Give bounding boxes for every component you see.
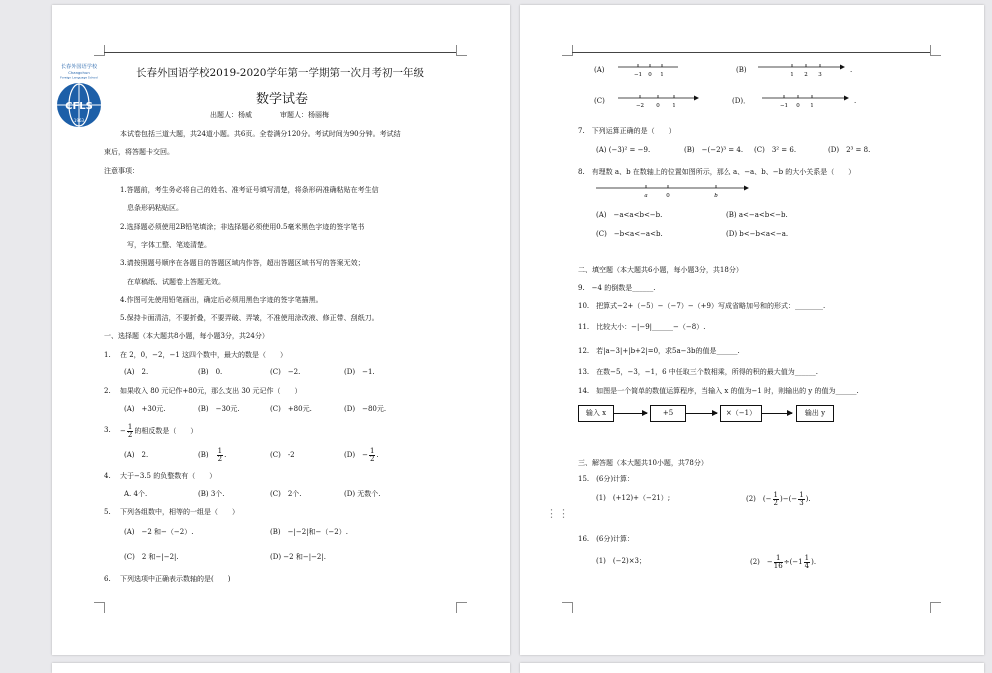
q5-option-d: (D) −2 和−|−2|. (270, 553, 326, 561)
margin-mark-top-right (930, 45, 941, 56)
q6-option-b-period: . (850, 66, 853, 74)
q6-option-a-numberline (616, 61, 680, 79)
q3-neg: − (120, 427, 126, 435)
section-3-heading: 三、解答题（本大题共10小题，共78分） (578, 459, 708, 467)
q8-option-c: (C) −b<a<−a<b. (596, 230, 663, 238)
flow-arrow (614, 413, 647, 414)
q6-d-tick-label: 1 (810, 103, 814, 109)
q15-frac-num: 1 (799, 490, 804, 499)
q6-option-d-label: (D)． (732, 97, 751, 105)
q2-option-d: (D) −80元. (344, 405, 387, 413)
q3-fraction (127, 424, 133, 439)
q6-option-c-numberline (616, 92, 702, 110)
q3-option-d-fraction (369, 448, 375, 463)
q16-frac-sixteenth (774, 555, 783, 570)
q15-frac-den: 2 (773, 498, 778, 507)
q2-stem: 如果收入 80 元记作+80元，那么支出 30 元记作（ ） (120, 387, 302, 395)
q5-option-b: (B) −|−2|和−（−2）. (270, 528, 348, 536)
notice-line: 1.答题前，考生务必将自己的姓名、准考证号填写清楚，将条形码准确粘贴在考生信 (120, 186, 379, 194)
drag-handle-icon[interactable]: ⋮⋮ (546, 507, 570, 520)
q6-c-tick-label: 1 (672, 103, 676, 109)
q6-option-c-label: (C) (594, 97, 605, 105)
document-page-4-edge (520, 663, 984, 673)
margin-mark-top-left (94, 45, 105, 56)
q7-number: 7. (578, 127, 585, 135)
q3-option-b-fraction (217, 448, 223, 463)
q6-option-d-numberline (760, 92, 852, 110)
q1-option-a: (A) 2. (124, 368, 149, 376)
q15-part-2 (746, 488, 811, 510)
q3-b-frac-num: 1 (217, 446, 223, 455)
q16-part-2-label: (2) − (750, 558, 773, 566)
q16-frac-quarter (804, 555, 810, 570)
intro-line-1: 本试卷包括三道大题，共24道小题。共6页。全卷满分120分。考试时间为90分钟。考试结 (120, 130, 401, 138)
q14: 14. 如图是一个简单的数值运算程序，当输入 x 的值为−1 时，则输出的 y 的值为______. (578, 387, 859, 395)
q9: 9. −4 的倒数是______. (578, 284, 656, 292)
margin-mark-top-left (562, 45, 573, 56)
q6-c-tick-label: 0 (656, 103, 660, 109)
q6-number: 6. (104, 575, 111, 583)
q6-b-tick-label: 3 (818, 72, 822, 78)
logo-city-text: Changchun (68, 70, 90, 75)
q5-number: 5. (104, 508, 111, 516)
q7-stem (578, 127, 676, 136)
intro-line-2: 束后，将答题卡交回。 (104, 148, 174, 156)
q8-stem (578, 168, 855, 177)
q3-option-d: (D) − $\frac{1}{2}$ . (344, 446, 379, 463)
q3-stem-tail: 的相反数是（ ） (134, 427, 198, 435)
q5-stem: 下列各组数中，相等的一组是（ ） (120, 508, 239, 516)
q16-part-2-end: ). (811, 558, 817, 566)
flow-arrow (686, 413, 717, 414)
q15-frac-third (798, 492, 804, 507)
q6-a-tick-label: 1 (660, 72, 664, 78)
q6-a-tick-label: −1 (633, 72, 643, 78)
margin-mark-top-right (456, 45, 467, 56)
margin-mark-bottom-left (562, 602, 573, 613)
q8-axis-label: b (714, 193, 718, 199)
q4-option-d: (D) 无数个. (344, 490, 381, 498)
q8-stem-text: 有理数 a、b 在数轴上的位置如图所示，那么 a、−a、b、−b 的大小关系是（ ） (591, 168, 856, 176)
q15-stem: 15. (6分)计算： (578, 475, 635, 483)
q4-number: 4. (104, 472, 111, 480)
flow-multiply-box: ×（−1） (720, 405, 762, 422)
q3-frac-den: 2 (127, 430, 133, 439)
q2-option-a: (A) +30元. (124, 405, 166, 413)
q2-option-c: (C) +80元. (270, 405, 312, 413)
q3-option-b: (B) $\frac{1}{2}$ . (198, 446, 227, 463)
logo-school-text: Foreign Language School (60, 75, 98, 80)
q5-option-a: (A) −2 和−（−2）. (124, 528, 194, 536)
flow-arrow (762, 413, 792, 414)
q7-stem-text: 下列运算正确的是（ ） (591, 127, 676, 135)
q6-option-d-period: . (854, 97, 857, 105)
logo-abbr: CFLS (65, 101, 93, 112)
document-page-1 (52, 5, 510, 655)
q8-numberline (594, 180, 754, 200)
exam-subtitle: 数学试卷 (256, 92, 309, 107)
header-rule (572, 52, 930, 53)
logo-year: 1963 (73, 118, 85, 123)
q6-b-tick-label: 2 (804, 72, 808, 78)
q15-part-1: (1) (+12)+（−21）; (596, 494, 671, 502)
q1-option-b: (B) 0. (198, 368, 223, 376)
school-logo (56, 62, 102, 128)
q16-part-2-mid: ÷(−1 (783, 558, 803, 566)
q13: 13. 在数−5，−3，−1，6 中任取三个数相乘，所得的积的最大值为______. (578, 368, 818, 376)
q2-option-b: (B) −30元. (198, 405, 240, 413)
q7-option-d: (D) 2³ = 8. (828, 146, 871, 154)
q8-option-a: (A) −a<a<b<−b. (596, 211, 663, 219)
notice-line: 在草稿纸、试题卷上答题无效。 (127, 278, 225, 286)
q16-frac-num: 1 (804, 553, 810, 562)
q15-frac-half (773, 492, 779, 507)
q16-part-2 (750, 551, 816, 573)
authors-line: 出题人：杨威 审题人：杨丽梅 (210, 111, 329, 119)
q16-frac-num: 1 (774, 555, 783, 563)
q3-number: 3. (104, 426, 111, 434)
flow-output-box: 输出 y (796, 405, 834, 422)
q16-frac-den: 4 (804, 561, 810, 570)
document-page-3-edge (52, 663, 510, 673)
notice-heading: 注意事项： (104, 167, 139, 175)
logo-arc-text: 长春外国语学校 (60, 64, 98, 70)
q8-option-b: (B) a<−a<b<−b. (726, 211, 788, 219)
document-page-2 (520, 5, 984, 655)
q5-option-c: (C) 2 和−|−2|. (124, 553, 179, 561)
q3-stem (120, 421, 197, 441)
q1-number: 1. (104, 351, 111, 359)
margin-mark-bottom-right (930, 602, 941, 613)
q15-part-2-end: ). (805, 495, 811, 503)
exam-title: 长春外国语学校2019-2020学年第一学期第一次月考初一年级 (136, 67, 424, 79)
q3-option-c: (C) -2 (270, 451, 295, 459)
q6-option-b-label: (B) (736, 66, 747, 74)
section-2-heading: 二、填空题（本大题共6小题，每小题3分，共18分） (578, 266, 743, 274)
q16-stem: 16. (6分)计算： (578, 535, 635, 543)
q15-frac-den: 3 (799, 498, 804, 507)
q6-d-tick-label: −1 (779, 103, 789, 109)
q8-option-d: (D) b<−b<a<−a. (726, 230, 789, 238)
q1-option-d: (D) −1. (344, 368, 375, 376)
q3-option-b-label: (B) (198, 451, 209, 459)
q3-b-frac-den: 2 (217, 454, 223, 463)
notice-line: 3.请按照题号顺序在各题目的答题区域内作答，超出答题区域书写的答案无效； (120, 259, 365, 267)
q3-frac-num: 1 (127, 422, 133, 431)
q1-stem: 在 2，0，−2，−1 这四个数中，最大的数是（ ） (120, 351, 287, 359)
q15-part-2-label: (2) (− (746, 495, 772, 503)
q16-frac-den: 16 (773, 561, 783, 570)
header-rule (104, 52, 456, 53)
q3-option-a: (A) 2. (124, 451, 149, 459)
q7-option-b: (B) −(−2)³ = 4. (684, 146, 744, 154)
notice-line: 息条形码粘贴区。 (127, 204, 183, 212)
notice-line: 2.选择题必须使用2B铅笔填涂；非选择题必须使用0.5毫米黑色字迹的签字笔书 (120, 223, 365, 231)
q8-axis-label: a (644, 193, 648, 199)
q6-c-tick-label: −2 (635, 103, 645, 109)
q4-option-b: (B) 3个. (198, 490, 225, 498)
q6-a-tick-label: 0 (648, 72, 652, 78)
notice-line: 4.作图可先使用铅笔画出，确定后必须用黑色字迹的签字笔描黑。 (120, 296, 323, 304)
q7-option-c: (C) 3² = 6. (754, 146, 797, 154)
q8-number: 8. (578, 168, 585, 176)
q6-b-tick-label: 1 (790, 72, 794, 78)
q12: 12. 若|a−3|+|b+2|=0，求5a−3b的值是______. (578, 347, 740, 355)
q6-option-a-label: (A) (594, 66, 605, 74)
flow-input-box: 输入 x (578, 405, 614, 422)
q1-option-c: (C) −2. (270, 368, 301, 376)
q3-option-d-label: (D) − (344, 451, 368, 459)
q4-stem: 大于−3.5 的负整数有（ ） (120, 472, 217, 480)
q4-option-c: (C) 2个. (270, 490, 302, 498)
q6-option-b-numberline (756, 61, 848, 79)
q3-d-frac-den: 2 (369, 454, 375, 463)
notice-line: 5.保持卡面清洁，不要折叠，不要弄破、弄皱，不准使用涂改液、修正带、刮纸刀。 (120, 314, 379, 322)
notice-line: 写，字体工整、笔迹清楚。 (127, 241, 211, 249)
margin-mark-bottom-left (94, 602, 105, 613)
q8-axis-label: 0 (666, 193, 670, 199)
q16-part-1: (1) (−2)×3； (596, 557, 647, 565)
section-1-heading: 一、选择题（本大题共8小题，每小题3分，共24分） (104, 332, 269, 340)
margin-mark-bottom-right (456, 602, 467, 613)
q15-frac-num: 1 (773, 490, 778, 499)
q2-number: 2. (104, 387, 111, 395)
q4-option-a: A. 4个. (124, 490, 148, 498)
q7-option-a: (A) (−3)² = −9. (596, 146, 651, 154)
q6-d-tick-label: 0 (796, 103, 800, 109)
q15-part-2-mid: )−(− (779, 495, 798, 503)
q6-stem: 下列选项中正确表示数轴的是( ) (120, 575, 231, 583)
flow-add-box: +5 (650, 405, 686, 422)
q10: 10. 把算式−2+（−5）−（−7）−（+9）写成省略加号和的形式：________. (578, 302, 826, 310)
q11: 11. 比较大小：−|−9|______−（−8）. (578, 323, 706, 331)
q3-d-frac-num: 1 (369, 446, 375, 455)
